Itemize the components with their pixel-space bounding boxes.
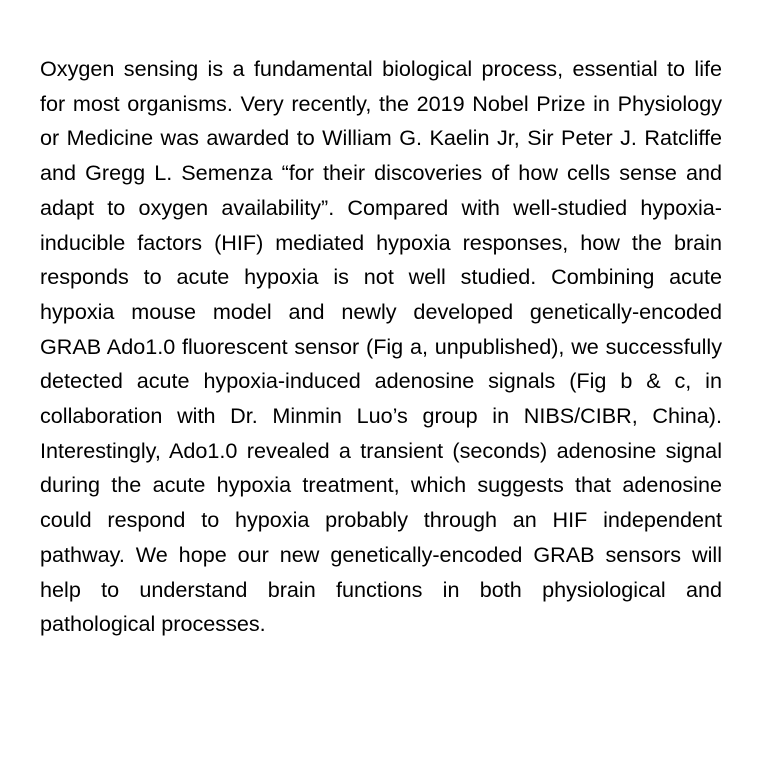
- document-page: [40, 52, 722, 642]
- body-paragraph: Oxygen sensing is a fundamental biological process, essential to life for most organisms. Very recently, the 2019 Nobel Prize in Physiology or Medicine was awarded to William G. Kaelin Jr, Sir Peter J. Ratcliffe and Gregg L. Semenza “for their discoveries of how cells sense and adapt to oxygen availability”. Compared with well-studied hypoxia-inducible factors (HIF) mediated hypoxia responses, how the brain responds to acute hypoxia is not well studied. Combining acute hypoxia mouse model and newly developed genetically-encoded GRAB Ado1.0 fluorescent sensor (Fig a, unpublished), we successfully detected acute hypoxia-induced adenosine signals (Fig b & c, in collaboration with Dr. Minmin Luo’s group in NIBS/CIBR, China). Interestingly, Ado1.0 revealed a transient (seconds) adenosine signal during the acute hypoxia treatment, which suggests that adenosine could respond to hypoxia probably through an HIF independent pathway. We hope our new genetically-encoded GRAB sensors will help to understand brain functions in both physiological and pathological processes.: [40, 56, 722, 637]
